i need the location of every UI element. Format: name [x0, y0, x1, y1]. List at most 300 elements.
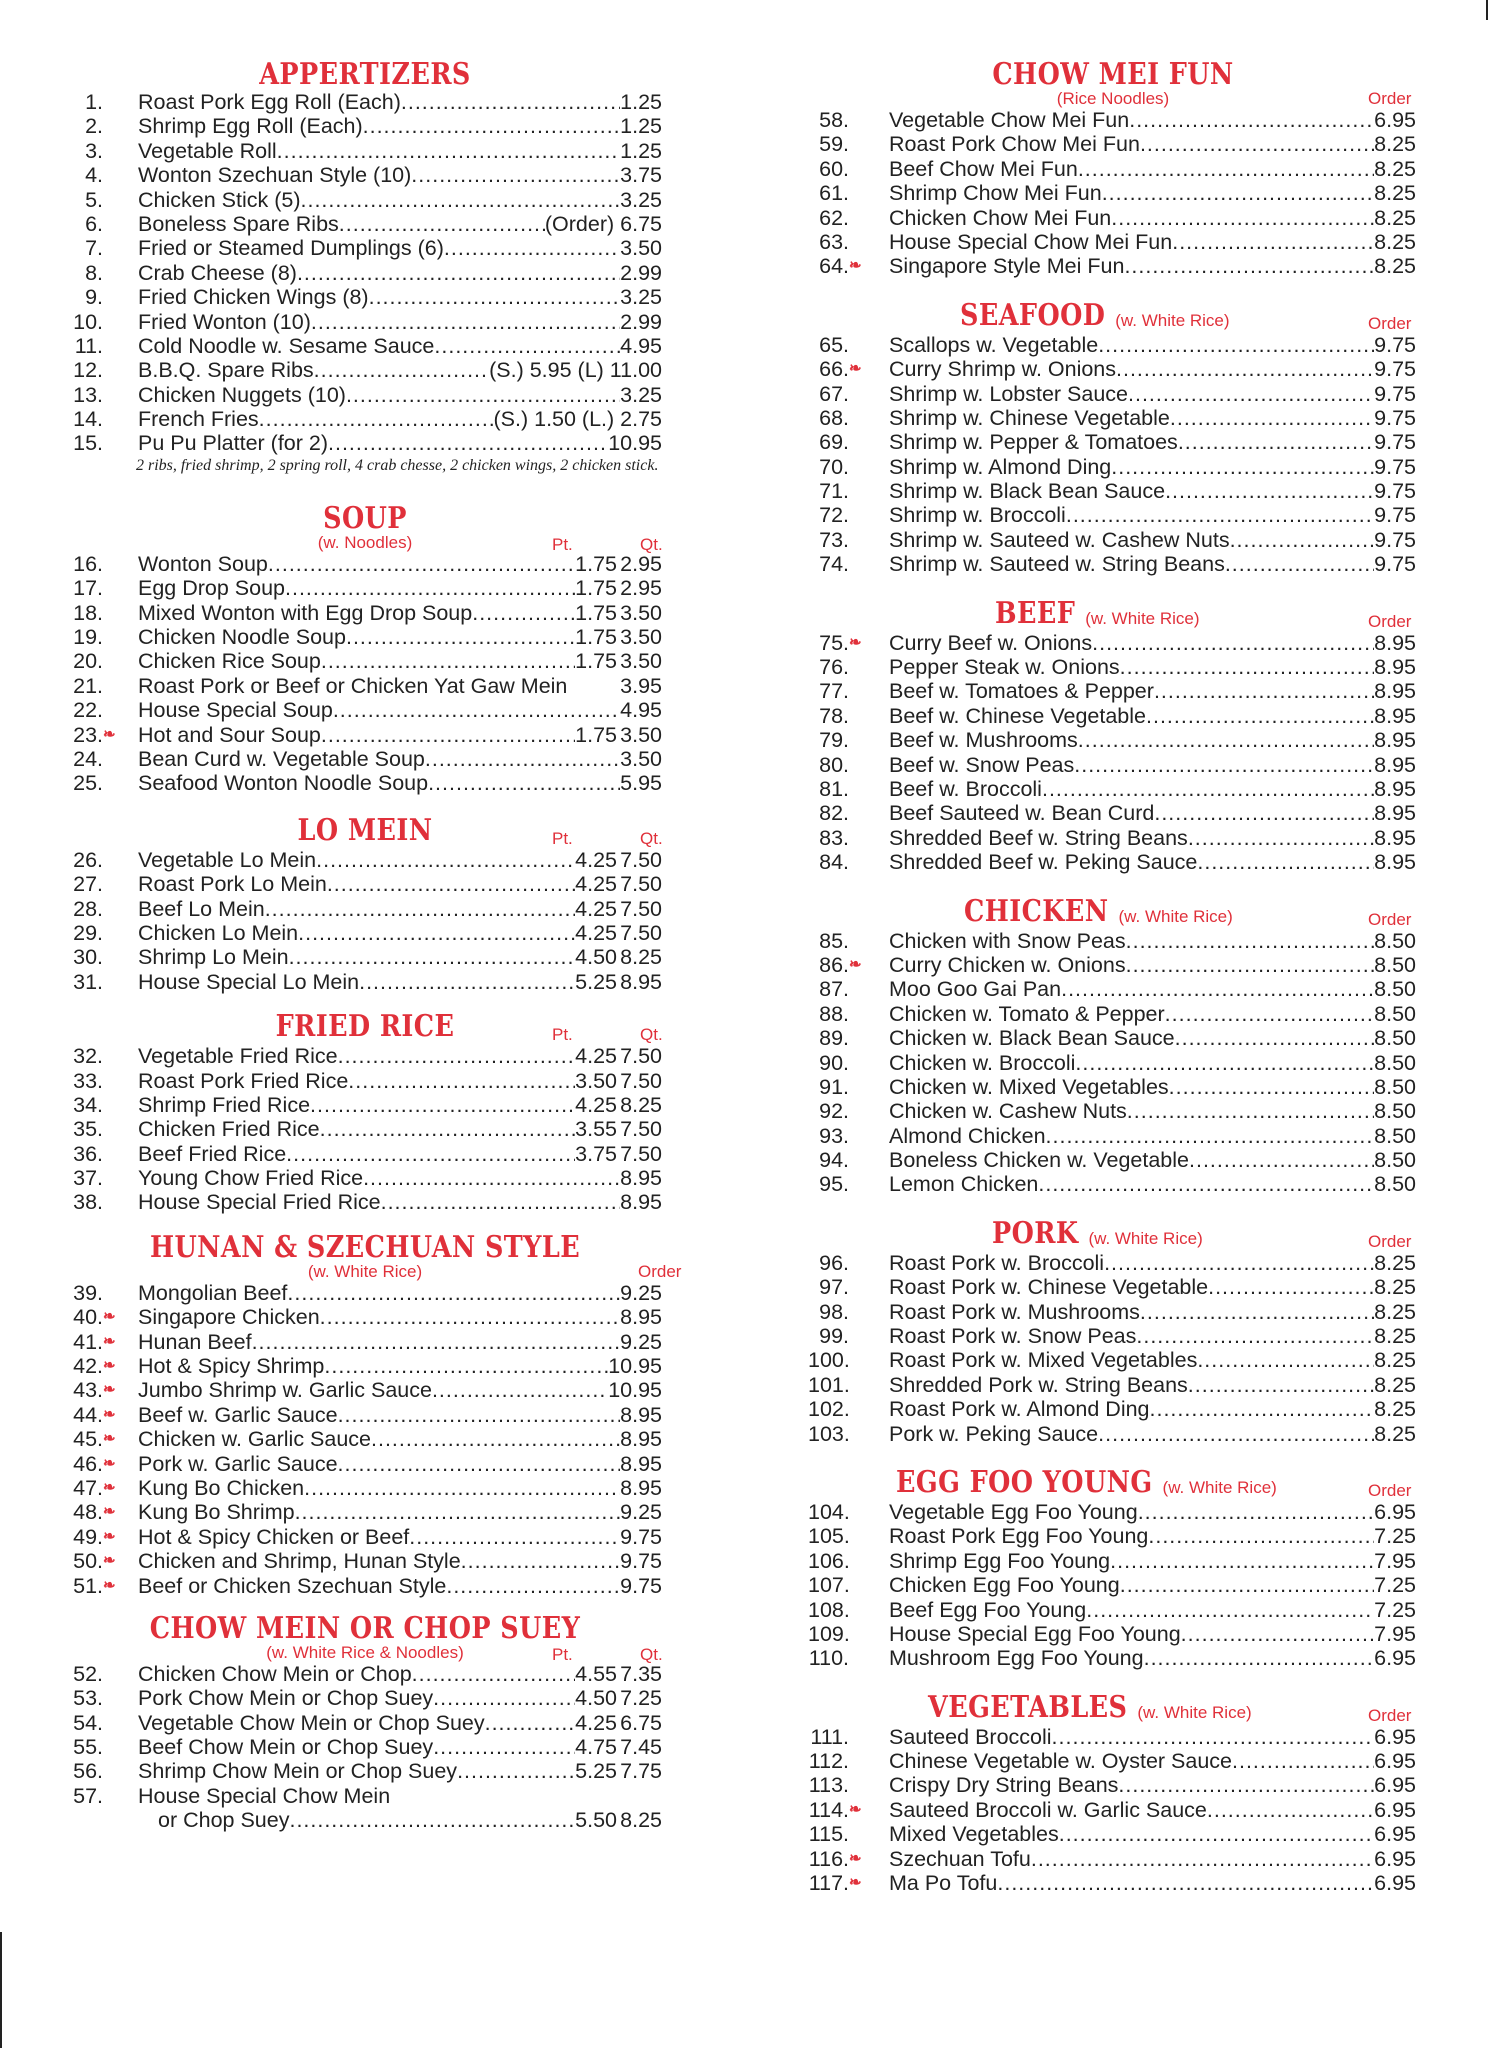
- item-number: 34.: [73, 1092, 103, 1117]
- pt-column-label: Pt.: [552, 1644, 573, 1664]
- menu-item-row: [808, 108, 1418, 132]
- dot-leader: [1197, 850, 1374, 874]
- item-price: 8.25: [1374, 1250, 1416, 1275]
- item-name: Vegetable Roll: [138, 138, 277, 163]
- item-name: Roast Pork w. Almond Ding: [889, 1397, 1150, 1422]
- item-name: Vegetable Chow Mei Fun: [889, 108, 1130, 132]
- item-leader-line: [889, 230, 1416, 254]
- item-name: Hunan Beef: [138, 1329, 252, 1354]
- item-leader-line: [889, 753, 1416, 777]
- menu-item-row: [808, 1051, 1418, 1075]
- item-price: 8.25: [1374, 1421, 1416, 1446]
- dot-leader: [1148, 1524, 1374, 1548]
- page-edge-line: [0, 1932, 2, 2048]
- item-name: Pork w. Garlic Sauce: [138, 1451, 338, 1476]
- item-number: 13.: [73, 382, 103, 407]
- dot-leader: [1126, 929, 1375, 953]
- item-name: Seafood Wonton Noodle Soup: [138, 771, 429, 796]
- dot-leader: [461, 1549, 620, 1573]
- pint-price: 4.25: [575, 920, 617, 945]
- item-number: 89.: [819, 1026, 849, 1051]
- item-number: 3.: [85, 138, 103, 163]
- item-number: 82.: [819, 801, 849, 826]
- hot-spicy-icon: ❧: [103, 1527, 116, 1545]
- dot-leader: [371, 1427, 620, 1451]
- menu-item-row: [808, 1773, 1418, 1797]
- menu-item-row: [808, 929, 1418, 953]
- item-price: 4.95: [620, 698, 662, 723]
- item-leader-line: [889, 1397, 1416, 1421]
- dot-leader: [346, 625, 575, 649]
- item-price: 1.25: [620, 114, 662, 139]
- menu-item-row: [62, 1305, 668, 1329]
- item-leader-line: [889, 357, 1416, 381]
- item-number: 17.: [73, 576, 103, 601]
- dot-leader: [472, 601, 575, 625]
- quart-price: 7.50: [620, 872, 662, 897]
- item-leader-line: [889, 1598, 1416, 1622]
- item-price: 2.99: [620, 309, 662, 334]
- item-name: Beef Lo Mein: [138, 896, 265, 921]
- menu-item-row: [62, 872, 668, 896]
- menu-item-row: [808, 528, 1418, 552]
- item-number: 92.: [819, 1099, 849, 1124]
- item-number: 55.: [73, 1735, 103, 1760]
- menu-item-row: [62, 188, 668, 212]
- item-leader-line: [889, 1798, 1416, 1822]
- menu-item-row: [62, 1735, 668, 1759]
- item-number: 114.: [808, 1797, 849, 1822]
- item-name: Fried or Steamed Dumplings (6): [138, 236, 444, 261]
- dot-leader: [369, 285, 621, 309]
- item-leader-line: [889, 503, 1416, 527]
- item-price: 6.95: [1374, 1871, 1416, 1896]
- item-leader-line: [889, 455, 1416, 479]
- menu-item-row: [62, 897, 668, 921]
- item-price: 7.25: [1374, 1524, 1416, 1549]
- item-number: 56.: [73, 1759, 103, 1784]
- item-number: 29.: [73, 920, 103, 945]
- hot-spicy-icon: ❧: [103, 725, 116, 743]
- dot-leader: [1059, 1822, 1374, 1846]
- menu-section: [808, 893, 1418, 1197]
- dot-leader: [1111, 206, 1374, 230]
- item-number: 1.: [85, 90, 103, 114]
- menu-item-row: [62, 1662, 668, 1686]
- item-number: 38.: [73, 1190, 103, 1215]
- item-number: 75.: [819, 630, 849, 655]
- item-leader-line: [889, 679, 1416, 703]
- item-number: 115.: [808, 1822, 849, 1847]
- item-price: 8.95: [620, 1475, 662, 1500]
- section-title: PORK: [992, 1215, 1079, 1251]
- menu-item-row: [808, 631, 1418, 655]
- pint-price: 3.55: [575, 1117, 617, 1142]
- item-leader-line: [138, 334, 662, 358]
- section-subtitle: (Rice Noodles): [1056, 89, 1170, 108]
- item-price: 8.25: [1374, 1324, 1416, 1349]
- item-leader-line: [889, 552, 1416, 576]
- dot-leader: [1052, 1725, 1375, 1749]
- item-price: 8.95: [1374, 850, 1416, 875]
- item-number: 48.: [73, 1500, 103, 1525]
- item-price: 8.50: [1374, 1123, 1416, 1148]
- hot-spicy-icon: ❧: [103, 1430, 116, 1448]
- dot-leader: [321, 649, 575, 673]
- item-number: 102.: [808, 1397, 850, 1422]
- dot-leader: [1031, 1847, 1374, 1871]
- qt-column-label: Qt.: [640, 1025, 663, 1045]
- menu-item-row: [808, 977, 1418, 1001]
- item-leader-line: [889, 1847, 1416, 1871]
- item-price: 9.25: [620, 1280, 662, 1305]
- menu-item-row: [62, 1330, 668, 1354]
- pt-column-label: Pt.: [552, 828, 573, 848]
- dot-leader: [363, 1166, 620, 1190]
- menu-item-row: [808, 1725, 1418, 1749]
- dot-leader: [1146, 704, 1374, 728]
- item-price: 8.95: [1374, 728, 1416, 753]
- quart-price: 3.50: [620, 649, 662, 674]
- item-leader-line: [138, 771, 662, 795]
- item-number: 12.: [73, 358, 103, 383]
- item-leader-line: [889, 1725, 1416, 1749]
- item-price: 8.25: [1374, 156, 1416, 181]
- menu-item-row: [808, 1300, 1418, 1324]
- item-leader-line: [889, 1749, 1416, 1773]
- item-number: 18.: [73, 600, 103, 625]
- item-price: 3.25: [620, 285, 662, 310]
- hot-spicy-icon: ❧: [103, 1576, 116, 1594]
- qt-column-label: Qt.: [640, 534, 663, 554]
- menu-item-row: [808, 679, 1418, 703]
- menu-section: [808, 1464, 1418, 1671]
- item-number: 111.: [810, 1724, 849, 1749]
- item-name: Singapore Chicken: [138, 1305, 320, 1330]
- item-number: 60.: [819, 156, 849, 181]
- menu-item-row: [808, 1172, 1418, 1196]
- item-number: 64.: [819, 254, 849, 279]
- dot-leader: [1042, 777, 1374, 801]
- menu-item-row: [808, 1124, 1418, 1148]
- item-number: 52.: [73, 1661, 103, 1686]
- item-name: Beef w. Mushrooms: [889, 728, 1078, 753]
- item-name: Beef Fried Rice: [138, 1141, 287, 1166]
- order-column-label: Order: [1368, 1480, 1412, 1500]
- item-number: 16.: [73, 551, 103, 576]
- pint-price: 1.75: [575, 576, 617, 601]
- item-leader-line: [138, 1549, 662, 1573]
- quart-price: 8.25: [620, 1092, 662, 1117]
- item-leader-line: [138, 698, 662, 722]
- hot-spicy-icon: ❧: [849, 360, 862, 378]
- dot-leader: [268, 552, 575, 576]
- item-price: 8.95: [1374, 630, 1416, 655]
- dot-leader: [1189, 1148, 1374, 1172]
- hot-spicy-icon: ❧: [849, 633, 862, 651]
- item-name: Beef or Chicken Szechuan Style: [138, 1573, 447, 1598]
- item-number: 80.: [819, 752, 849, 777]
- item-number: 68.: [819, 405, 849, 430]
- item-number: 47.: [73, 1475, 103, 1500]
- menu-item-row: [62, 358, 668, 382]
- item-name: Crispy Dry String Beans: [889, 1773, 1119, 1798]
- menu-item-row: [62, 1452, 668, 1476]
- section-subtitle: (w. Noodles): [317, 532, 413, 552]
- item-number: 108.: [808, 1597, 850, 1622]
- item-price: 6.95: [1374, 1822, 1416, 1847]
- menu-item-row: [808, 1275, 1418, 1299]
- item-name: Shrimp w. Sauteed w. Cashew Nuts: [889, 527, 1230, 552]
- item-number: 49.: [73, 1524, 103, 1549]
- quart-price: 7.75: [620, 1759, 662, 1784]
- dot-leader: [1126, 953, 1375, 977]
- item-price: 8.95: [1374, 679, 1416, 704]
- hot-spicy-icon: ❧: [849, 1849, 862, 1867]
- item-price: 8.95: [620, 1427, 662, 1452]
- dot-leader: [1066, 503, 1374, 527]
- section-header: [808, 297, 1418, 333]
- item-name: Moo Goo Gai Pan: [889, 977, 1062, 1002]
- menu-item-row: [808, 1251, 1418, 1275]
- item-name: Mixed Wonton with Egg Drop Soup: [138, 600, 473, 625]
- menu-item-row: [62, 1117, 668, 1141]
- section-title: EGG FOO YOUNG: [896, 1464, 1153, 1500]
- item-name: Shrimp Chow Mein or Chop Suey: [138, 1759, 458, 1784]
- menu-section: [808, 297, 1418, 577]
- dot-leader: [286, 1142, 575, 1166]
- dot-leader: [289, 945, 576, 969]
- item-leader-line: [889, 850, 1416, 874]
- item-leader-line: [138, 649, 617, 673]
- item-name-continued: or Chop Suey: [158, 1808, 290, 1833]
- item-price: 7.95: [1374, 1621, 1416, 1646]
- item-price: 8.50: [1374, 928, 1416, 953]
- section-title: FRIED RICE: [275, 1009, 455, 1045]
- item-price: 3.25: [620, 187, 662, 212]
- item-number: 66.: [819, 357, 849, 382]
- item-name: Beef w. Broccoli: [889, 776, 1042, 801]
- item-number: 72.: [819, 503, 849, 528]
- dot-leader: [1181, 1622, 1374, 1646]
- order-column-label: Order: [1368, 313, 1412, 333]
- item-leader-line: [889, 1075, 1416, 1099]
- item-name: Chicken Fried Rice: [138, 1117, 320, 1142]
- hot-spicy-icon: ❧: [103, 1478, 116, 1496]
- order-column-label: Order: [1368, 611, 1412, 631]
- item-number: 9.: [85, 285, 103, 310]
- item-name: Chicken Lo Mein: [138, 920, 299, 945]
- dot-leader: [316, 848, 575, 872]
- item-number: 97.: [819, 1275, 849, 1300]
- dot-leader: [297, 261, 620, 285]
- item-leader-line: [138, 285, 662, 309]
- item-name: Beef Sauteed w. Bean Curd: [889, 801, 1155, 826]
- menu-item-row: [808, 230, 1418, 254]
- pint-price: 4.50: [575, 945, 617, 970]
- dot-leader: [311, 310, 620, 334]
- dot-leader: [411, 163, 620, 187]
- quart-price: 3.50: [620, 722, 662, 747]
- section-title: CHOW MEIN OR CHOP SUEY: [149, 1610, 581, 1646]
- item-number: 25.: [73, 771, 103, 796]
- dot-leader: [328, 431, 608, 455]
- menu-section: [808, 595, 1418, 875]
- item-price: 9.75: [620, 1524, 662, 1549]
- menu-section: [62, 1009, 668, 1215]
- item-leader-line: [138, 576, 617, 600]
- hot-spicy-icon: ❧: [103, 1405, 116, 1423]
- item-price: 8.50: [1374, 977, 1416, 1002]
- menu-item-row: [62, 747, 668, 771]
- item-leader-line: [138, 1735, 617, 1759]
- dot-leader: [298, 921, 575, 945]
- item-number: 88.: [819, 1001, 849, 1026]
- item-leader-line: [889, 777, 1416, 801]
- item-name: Curry Beef w. Onions: [889, 630, 1093, 655]
- menu-item-row: [808, 479, 1418, 503]
- dot-leader: [333, 698, 620, 722]
- item-price: (S.) 5.95 (L) 11.00: [489, 358, 662, 383]
- item-number: 31.: [73, 969, 103, 994]
- dot-leader: [1046, 1124, 1375, 1148]
- item-number: 37.: [73, 1166, 103, 1191]
- item-leader-line: [889, 1124, 1416, 1148]
- item-leader-line: [889, 157, 1416, 181]
- item-price: 8.25: [1374, 229, 1416, 254]
- item-price: 6.95: [1374, 1773, 1416, 1798]
- item-number: 62.: [819, 205, 849, 230]
- section-subtitle: (w. White Rice): [307, 1261, 423, 1281]
- item-leader-line: [889, 1500, 1416, 1524]
- item-name: Young Chow Fried Rice: [138, 1166, 364, 1191]
- item-number: 20.: [73, 649, 103, 674]
- item-name: Lemon Chicken: [889, 1172, 1039, 1197]
- item-leader-line: [138, 1044, 617, 1068]
- menu-item-row: [808, 552, 1418, 576]
- item-name: Cold Noodle w. Sesame Sauce: [138, 333, 435, 358]
- quart-price: 7.50: [620, 1044, 662, 1069]
- item-name: Chicken w. Mixed Vegetables: [889, 1074, 1169, 1099]
- item-price: 8.50: [1374, 1099, 1416, 1124]
- dot-leader: [1074, 753, 1374, 777]
- item-number: 65.: [819, 332, 849, 357]
- item-name: Chicken Rice Soup: [138, 649, 321, 674]
- dot-leader: [338, 1403, 621, 1427]
- item-leader-line: [889, 528, 1416, 552]
- dot-leader: [1225, 552, 1374, 576]
- left-menu-column: [62, 57, 682, 1833]
- item-name: Chicken Noodle Soup: [138, 625, 346, 650]
- order-column-label: Order: [638, 1261, 682, 1281]
- item-leader-line: [138, 139, 662, 163]
- menu-item-row: [808, 157, 1418, 181]
- item-leader-line: [138, 1574, 662, 1598]
- quart-price: 2.95: [620, 551, 662, 576]
- item-number: 57.: [73, 1783, 103, 1808]
- item-leader-line: [138, 1452, 662, 1476]
- item-price: 8.95: [620, 1305, 662, 1330]
- item-number: 6.: [85, 211, 103, 236]
- item-name: House Special Egg Foo Young: [889, 1621, 1181, 1646]
- quart-price: 3.50: [620, 625, 662, 650]
- menu-item-row: [808, 503, 1418, 527]
- pint-price: 5.25: [575, 1759, 617, 1784]
- menu-item-row: [808, 206, 1418, 230]
- item-leader-line: [889, 728, 1416, 752]
- item-number: 59.: [819, 132, 849, 157]
- item-number: 61.: [819, 181, 849, 206]
- item-number: 2.: [85, 114, 103, 139]
- item-price: 9.75: [1374, 454, 1416, 479]
- item-name: Kung Bo Chicken: [138, 1475, 305, 1500]
- item-leader-line: [138, 1354, 662, 1378]
- dot-leader: [1154, 801, 1374, 825]
- item-leader-line: [138, 212, 662, 236]
- menu-item-row: [62, 625, 668, 649]
- menu-item-row: [808, 254, 1418, 278]
- item-leader-line: [138, 1378, 662, 1402]
- dot-leader: [1124, 254, 1374, 278]
- pint-price: 3.50: [575, 1068, 617, 1093]
- item-name: Roast Pork Fried Rice: [138, 1068, 349, 1093]
- dot-leader: [339, 212, 545, 236]
- menu-item-row: [62, 212, 668, 236]
- menu-item-row: [808, 953, 1418, 977]
- item-name: Roast Pork or Beef or Chicken Yat Gaw Mein: [138, 673, 568, 698]
- item-leader-line: [138, 1711, 617, 1735]
- item-price: 8.95: [620, 1402, 662, 1427]
- item-number: 33.: [73, 1068, 103, 1093]
- menu-section: [808, 57, 1418, 279]
- menu-item-row: [808, 1524, 1418, 1548]
- item-leader-line: [138, 236, 662, 260]
- item-price: 6.95: [1374, 1797, 1416, 1822]
- dot-leader: [1120, 1573, 1374, 1597]
- item-name: Sauteed Broccoli: [889, 1724, 1052, 1749]
- item-number: 85.: [819, 928, 849, 953]
- item-leader-line: [138, 1142, 617, 1166]
- section-header: [808, 595, 1418, 631]
- menu-item-row: [808, 1573, 1418, 1597]
- item-price: 6.95: [1374, 1646, 1416, 1671]
- item-name: Fried Chicken Wings (8): [138, 285, 369, 310]
- item-name: Chicken Chow Mein or Chop: [138, 1661, 412, 1686]
- section-subtitle: (w. White Rice): [1118, 906, 1233, 926]
- menu-item-row: [62, 261, 668, 285]
- item-leader-line: [138, 163, 662, 187]
- section-header: [808, 57, 1418, 108]
- item-leader-line: [889, 1051, 1416, 1075]
- item-leader-line: [889, 1573, 1416, 1597]
- item-leader-line: [889, 929, 1416, 953]
- item-price: 9.75: [1374, 357, 1416, 382]
- pint-price: 4.55: [575, 1661, 617, 1686]
- menu-item-row: [62, 1711, 668, 1735]
- menu-section: [62, 1229, 682, 1598]
- item-leader-line: [138, 1662, 617, 1686]
- item-price: 8.95: [620, 1190, 662, 1215]
- menu-item-row: [62, 649, 668, 673]
- item-number: 86.: [819, 952, 849, 977]
- item-leader-line: [138, 872, 617, 896]
- item-name: Chicken Egg Foo Young: [889, 1573, 1120, 1598]
- item-number: 94.: [819, 1148, 849, 1173]
- item-number: 117.: [808, 1871, 849, 1896]
- quart-price: 8.25: [620, 945, 662, 970]
- item-name: Mushroom Egg Foo Young: [889, 1646, 1144, 1671]
- menu-item-row: [62, 1190, 668, 1214]
